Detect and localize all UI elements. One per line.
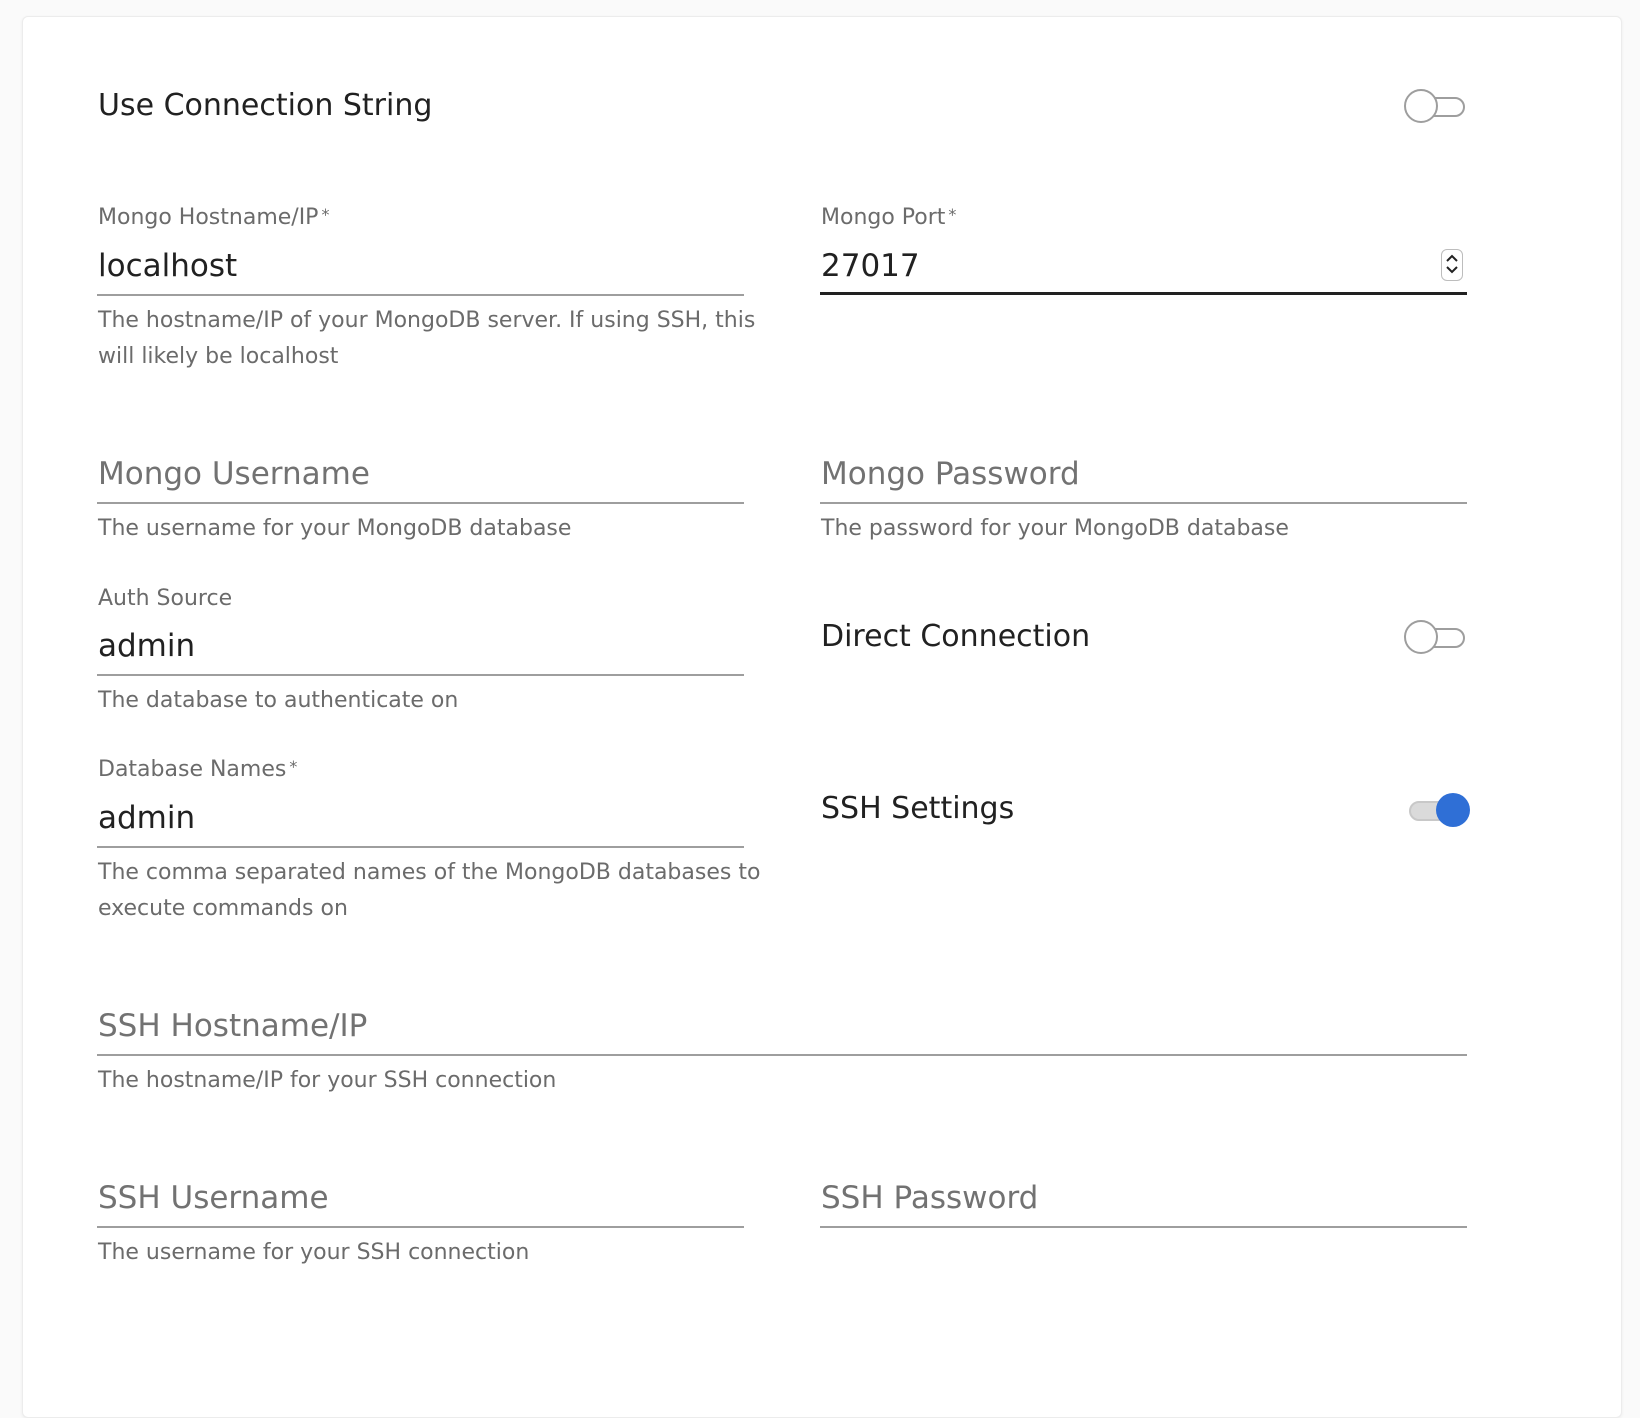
toggle-thumb bbox=[1404, 89, 1438, 123]
direct-connection-toggle[interactable] bbox=[1404, 618, 1470, 658]
use-connection-string-label: Use Connection String bbox=[98, 88, 433, 123]
auth-source-underline bbox=[97, 674, 744, 676]
ssh-hostname-underline bbox=[97, 1054, 1467, 1056]
mongo-hostname-label: Mongo Hostname/IP * bbox=[98, 205, 330, 230]
mongo-password-input[interactable]: Mongo Password bbox=[821, 456, 1080, 492]
port-stepper[interactable] bbox=[1441, 249, 1463, 281]
mongo-password-helper: The password for your MongoDB database bbox=[821, 516, 1289, 541]
mongo-port-input[interactable]: 27017 bbox=[821, 248, 920, 284]
ssh-settings-label: SSH Settings bbox=[821, 791, 1015, 826]
mongo-username-input[interactable]: Mongo Username bbox=[98, 456, 370, 492]
ssh-username-input[interactable]: SSH Username bbox=[98, 1180, 329, 1216]
required-asterisk: * bbox=[948, 205, 957, 224]
mongo-username-underline bbox=[97, 502, 744, 504]
mongo-port-label: Mongo Port * bbox=[821, 205, 957, 230]
ssh-hostname-helper: The hostname/IP for your SSH connection bbox=[98, 1068, 557, 1093]
mongo-password-underline bbox=[820, 502, 1467, 504]
database-names-label: Database Names * bbox=[98, 757, 298, 782]
ssh-username-underline bbox=[97, 1226, 744, 1228]
mongo-hostname-helper-line-2: will likely be localhost bbox=[98, 344, 339, 369]
mongo-hostname-input[interactable]: localhost bbox=[98, 248, 238, 284]
use-connection-string-toggle[interactable] bbox=[1404, 87, 1470, 127]
database-names-underline bbox=[97, 846, 744, 848]
mongo-port-underline bbox=[820, 292, 1467, 295]
mongo-hostname-underline bbox=[97, 294, 744, 296]
direct-connection-label: Direct Connection bbox=[821, 619, 1091, 654]
database-names-input[interactable]: admin bbox=[98, 800, 196, 836]
toggle-thumb bbox=[1436, 793, 1470, 827]
ssh-settings-toggle[interactable] bbox=[1406, 791, 1472, 831]
ssh-hostname-input[interactable]: SSH Hostname/IP bbox=[98, 1008, 368, 1044]
ssh-password-input[interactable]: SSH Password bbox=[821, 1180, 1039, 1216]
database-names-helper-line-2: execute commands on bbox=[98, 896, 348, 921]
mongo-username-helper: The username for your MongoDB database bbox=[98, 516, 572, 541]
required-asterisk: * bbox=[321, 205, 330, 224]
auth-source-input[interactable]: admin bbox=[98, 628, 196, 664]
auth-source-label: Auth Source bbox=[98, 586, 233, 611]
auth-source-helper: The database to authenticate on bbox=[98, 688, 459, 713]
database-names-helper-line-1: The comma separated names of the MongoDB databases to bbox=[98, 860, 761, 885]
toggle-thumb bbox=[1404, 620, 1438, 654]
ssh-username-helper: The username for your SSH connection bbox=[98, 1240, 530, 1265]
required-asterisk: * bbox=[289, 757, 298, 776]
chevron-up-down-icon bbox=[1445, 250, 1459, 278]
ssh-password-underline bbox=[820, 1226, 1467, 1228]
mongo-hostname-helper-line-1: The hostname/IP of your MongoDB server. If using SSH, this bbox=[98, 308, 756, 333]
